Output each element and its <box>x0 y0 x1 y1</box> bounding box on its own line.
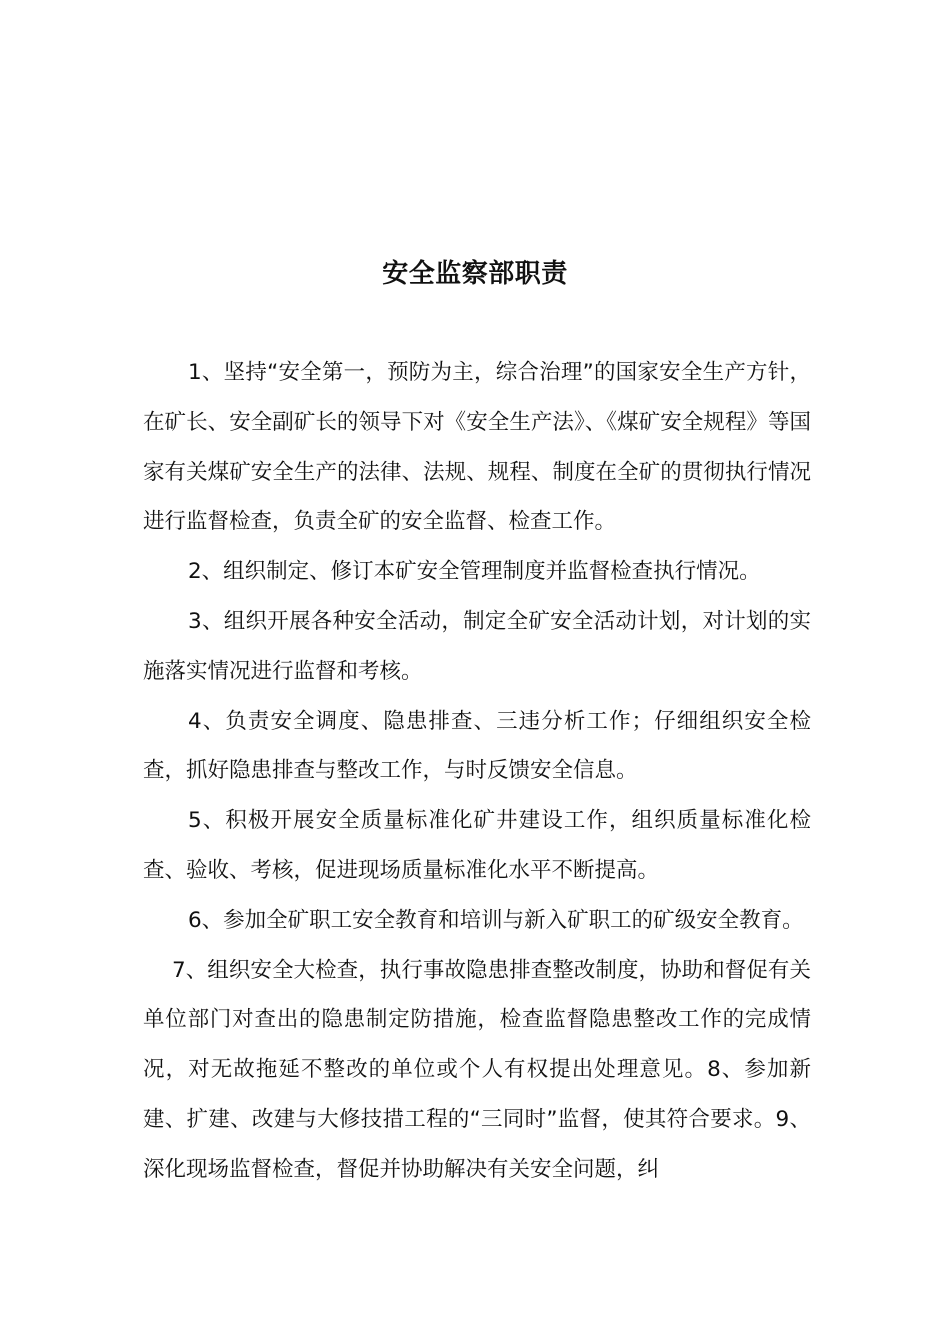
paragraph-5: 5、积极开展安全质量标准化矿井建设工作，组织质量标准化检查、验收、考核，促进现场质量标准化水平不断提高。 <box>143 808 811 883</box>
paragraph-2: 2、组织制定、修订本矿安全管理制度并监督检查执行情况。 <box>188 559 761 585</box>
document-title: 安全监察部职责 <box>382 259 568 289</box>
document-body <box>143 348 811 1195</box>
paragraph-1: 1、坚持“安全第一，预防为主，综合治理”的国家安全生产方针，在矿长、安全副矿长的领导下对《安全生产法》、《煤矿安全规程》等国家有关煤矿安全生产的法律、法规、规程、制度在全矿的贯彻执行情况进行监督检查，负责全矿的安全监督、检查工作。 <box>143 360 811 535</box>
paragraph-7: 7、组织安全大检查，执行事故隐患排查整改制度，协助和督促有关单位部门对查出的隐患制定防措施，检查监督隐患整改工作的完成情况，对无故拖延不整改的单位或个人有权提出处理意见。8、参加新建、扩建、改建与大修技措工程的“三同时”监督，使其符合要求。9、深化现场监督检查，督促并协助解决有关安全问题，纠 <box>143 957 811 1182</box>
paragraph-4: 4、负责安全调度、隐患排查、三违分析工作；仔细组织安全检查，抓好隐患排查与整改工作，与时反馈安全信息。 <box>143 708 811 784</box>
paragraph-6: 6、参加全矿职工安全教育和培训与新入矿职工的矿级安全教育。 <box>188 907 804 933</box>
paragraph-3: 3、组织开展各种安全活动，制定全矿安全活动计划，对计划的实施落实情况进行监督和考核。 <box>143 608 811 684</box>
